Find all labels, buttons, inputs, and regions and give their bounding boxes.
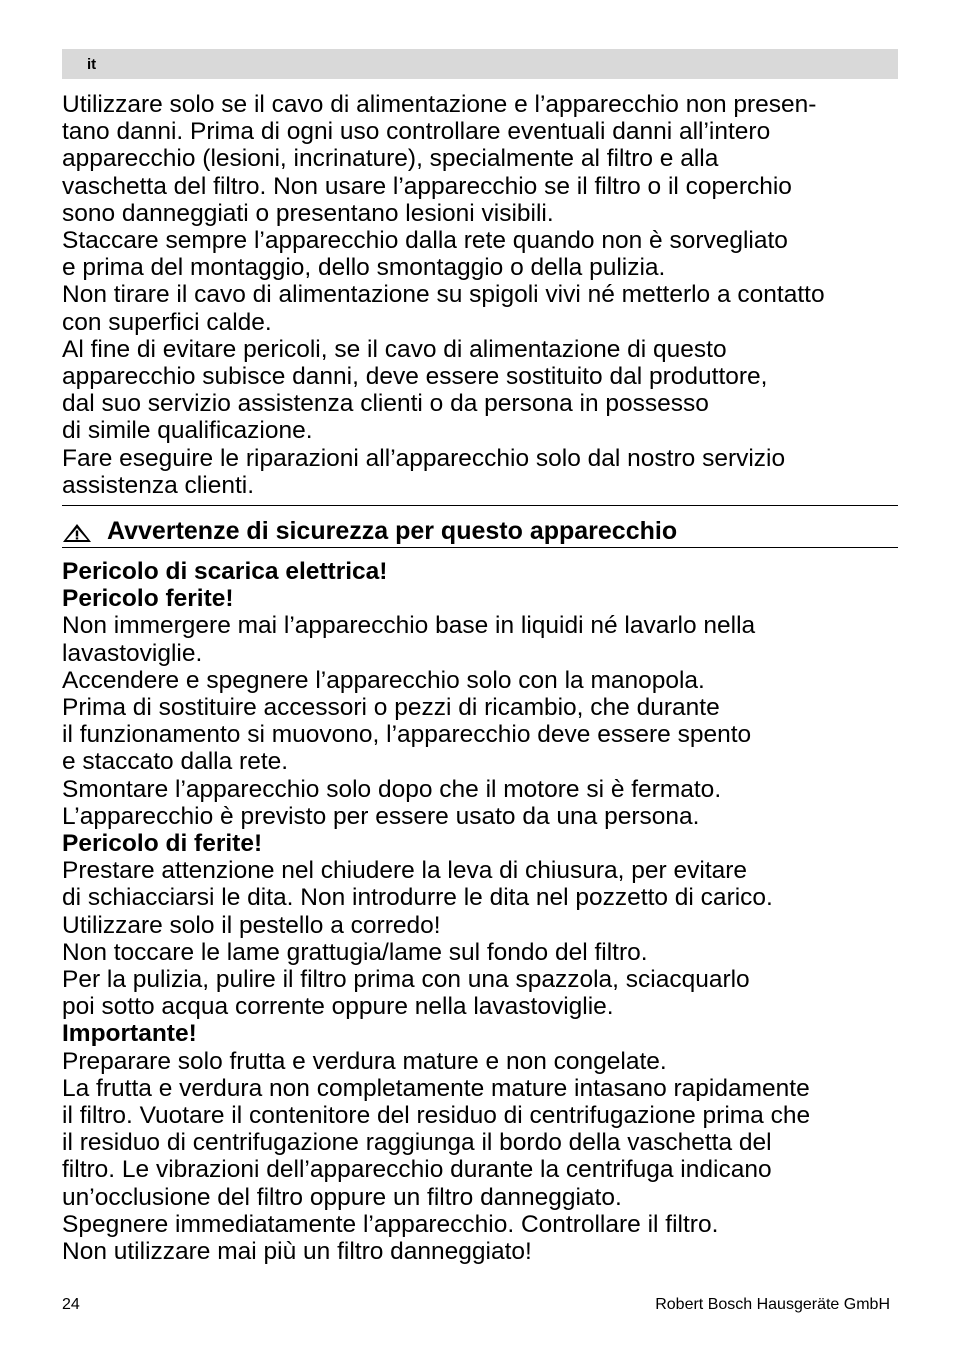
body-line: Non toccare le lame grattugia/lame sul fondo del filtro. (62, 938, 648, 966)
body-line: lavastoviglie. (62, 639, 203, 667)
body-line: il residuo di centrifugazione raggiunga il bordo della vaschetta del (62, 1129, 772, 1157)
body-line: La frutta e verdura non completamente mature intasano rapidamente (62, 1074, 810, 1102)
body-line: Non immergere mai l’apparecchio base in liquidi né lavarlo nella (62, 612, 756, 640)
section-top-rule (62, 505, 898, 506)
intro-line: Al fine di evitare pericoli, se il cavo di alimentazione di questo (62, 335, 727, 363)
body-line: Prestare attenzione nel chiudere la leva di chiusura, per evitare (62, 857, 748, 885)
body-line: Preparare solo frutta e verdura mature e non congelate. (62, 1047, 667, 1075)
body-line: Spegnere immediatamente l’apparecchio. Controllare il filtro. (62, 1210, 719, 1238)
body-line: il filtro. Vuotare il contenitore del residuo di centrifugazione prima che (62, 1102, 811, 1130)
intro-line: e prima del montaggio, dello smontaggio o della pulizia. (62, 254, 666, 282)
body-line: di schiacciarsi le dita. Non introdurre le dita nel pozzetto di carico. (62, 884, 773, 912)
body-line: Accendere e spegnere l’apparecchio solo con la manopola. (62, 666, 705, 694)
intro-line: di simile qualificazione. (62, 417, 313, 445)
intro-line: vaschetta del filtro. Non usare l’apparecchio se il filtro o il coperchio (62, 172, 792, 200)
intro-line: Staccare sempre l’apparecchio dalla rete quando non è sorvegliato (62, 227, 788, 255)
body-line: Prima di sostituire accessori o pezzi di ricambio, che durante (62, 694, 720, 722)
warning-triangle-icon (62, 523, 92, 543)
body-line: Smontare l’apparecchio solo dopo che il motore si è fermato. (62, 775, 722, 803)
warning-heading: Importante! (62, 1020, 197, 1048)
body-line: Utilizzare solo il pestello a corredo! (62, 911, 441, 939)
body-line: filtro. Le vibrazioni dell’apparecchio durante la centrifuga indicano (62, 1156, 772, 1184)
intro-line: Utilizzare solo se il cavo di alimentazione e l’apparecchio non presen- (62, 91, 817, 118)
intro-line: tano danni. Prima di ogni uso controllare eventuali danni all’intero (62, 118, 771, 146)
intro-line: con superfici calde. (62, 308, 272, 336)
safety-text-block (62, 558, 902, 1265)
intro-line: apparecchio subisce danni, deve essere sostituito dal produttore, (62, 363, 768, 391)
body-line: e staccato dalla rete. (62, 748, 289, 776)
body-line: L’apparecchio è previsto per essere usato da una persona. (62, 802, 700, 830)
body-line: poi sotto acqua corrente oppure nella lavastoviglie. (62, 993, 614, 1021)
intro-line: apparecchio (lesioni, incrinature), specialmente al filtro e alla (62, 145, 719, 173)
page-number: 24 (62, 1296, 80, 1313)
warning-heading: Pericolo ferite! (62, 585, 234, 613)
body-line: Non utilizzare mai più un filtro danneggiato! (62, 1238, 532, 1266)
intro-line: assistenza clienti. (62, 471, 255, 499)
intro-line: Non tirare il cavo di alimentazione su spigoli vivi né metterlo a contatto (62, 281, 825, 309)
intro-line: sono danneggiati o presentano lesioni visibili. (62, 199, 554, 227)
language-code: it (87, 56, 97, 73)
body-line: il funzionamento si muovono, l’apparecchio deve essere spento (62, 721, 752, 749)
body-line: un’occlusione del filtro oppure un filtro danneggiato. (62, 1183, 622, 1211)
section-bottom-rule (62, 547, 898, 548)
section-heading (62, 515, 898, 547)
warning-heading: Pericolo di scarica elettrica! (62, 558, 388, 585)
section-title: Avvertenze di sicurezza per questo apparecchio (107, 517, 678, 545)
intro-text-block (62, 91, 902, 499)
language-header-bar (62, 49, 898, 79)
intro-line: dal suo servizio assistenza clienti o da persona in possesso (62, 390, 709, 418)
company-name: Robert Bosch Hausgeräte GmbH (655, 1296, 890, 1313)
intro-line: Fare eseguire le riparazioni all’apparecchio solo dal nostro servizio (62, 444, 786, 472)
body-line: Per la pulizia, pulire il filtro prima con una spazzola, sciacquarlo (62, 966, 750, 994)
warning-heading: Pericolo di ferite! (62, 830, 263, 858)
